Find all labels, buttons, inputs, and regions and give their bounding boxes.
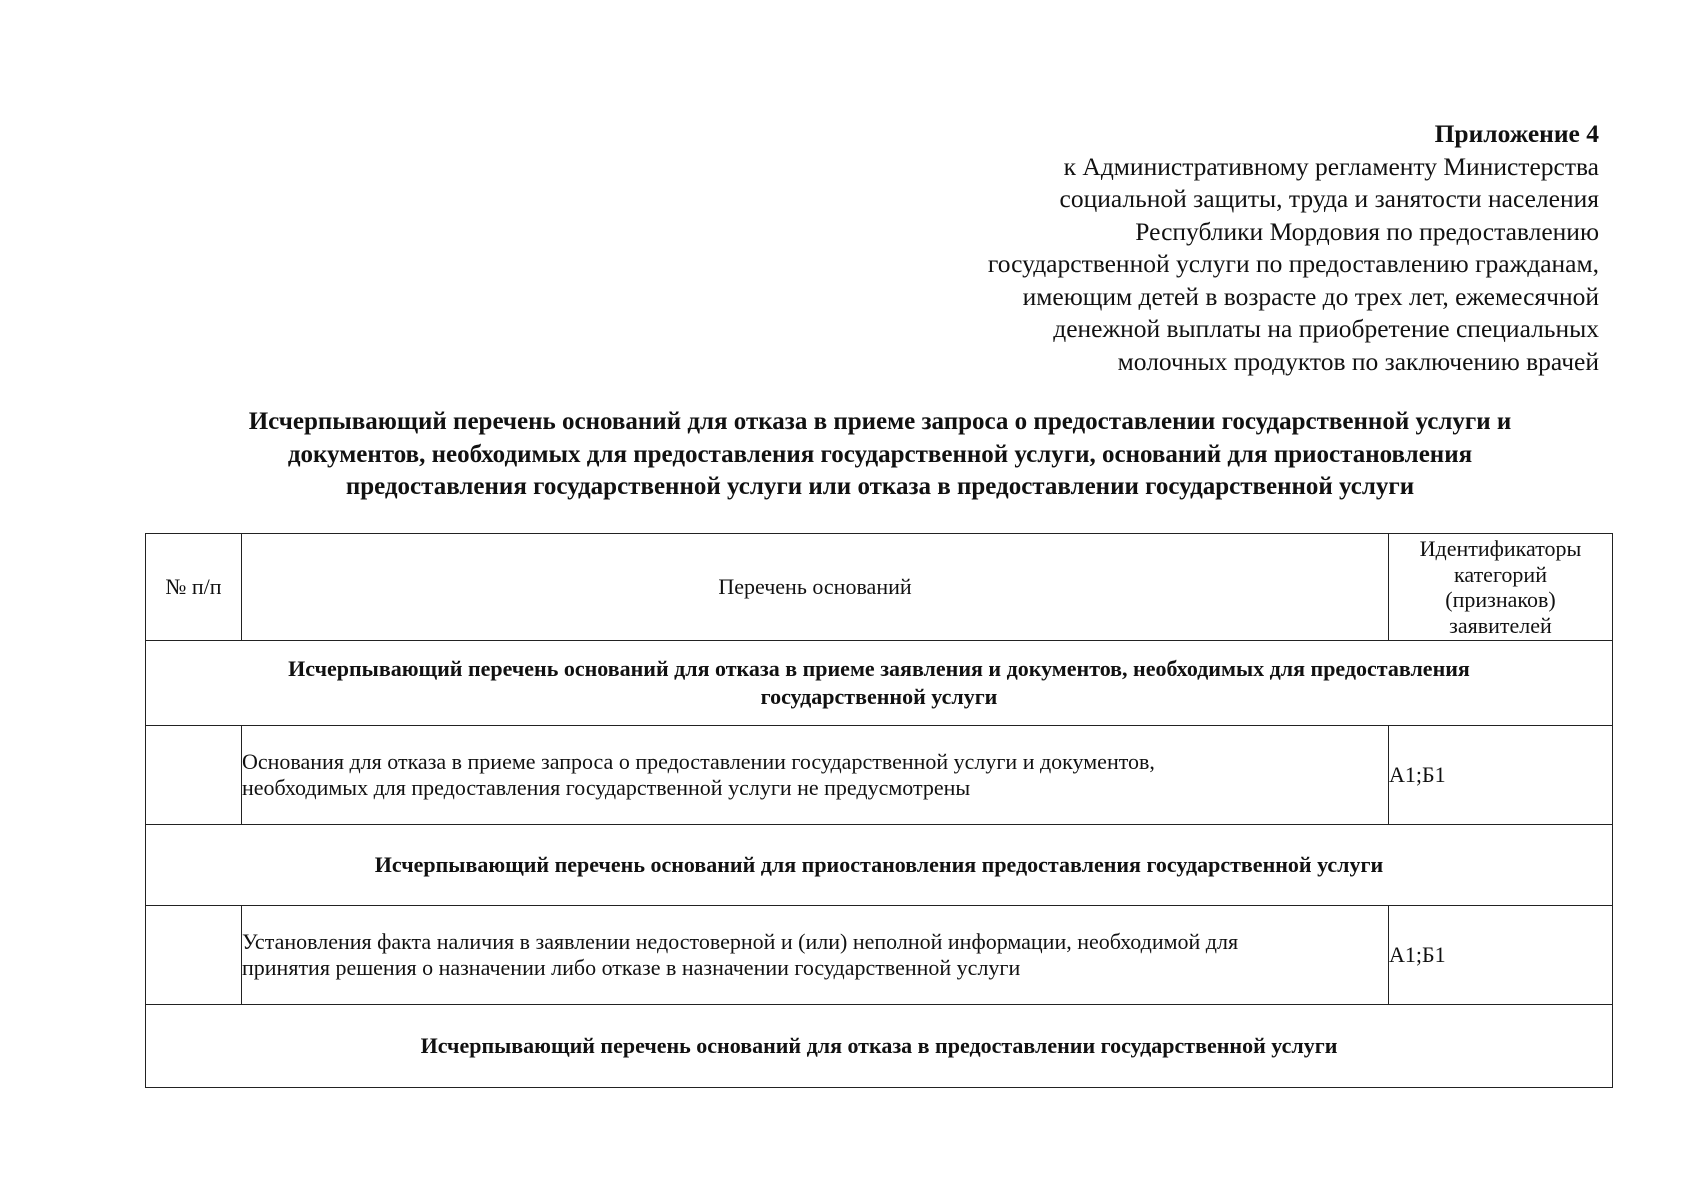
header-identifiers-line: категорий (1454, 561, 1547, 587)
row-text-line: необходимых для предоставления государственной услуги не предусмотрены (242, 775, 971, 800)
table-row (146, 906, 1613, 1005)
document-title-line: Исчерпывающий перечень оснований для отказа в приеме запроса о предоставлении государственной услуги и (248, 408, 1512, 435)
appendix-line: денежной выплаты на приобретение специальных (1053, 314, 1599, 343)
appendix-line: молочных продуктов по заключению врачей (1117, 346, 1599, 376)
header-identifiers-line: заявителей (1449, 612, 1552, 638)
header-number: № п/п (146, 534, 242, 641)
grounds-table (145, 533, 1613, 1088)
header-grounds: Перечень оснований (242, 534, 1389, 641)
row-number (146, 726, 242, 825)
row-number (146, 906, 242, 1005)
section-heading (146, 825, 1613, 906)
document-title (130, 406, 1630, 504)
table-header-row (146, 534, 1613, 641)
section-heading-line: государственной услуги (760, 684, 998, 709)
row-text-line: Основания для отказа в приеме запроса о предоставлении государственной услуги и документов, (242, 749, 1155, 774)
row-text-line: принятия решения о назначении либо отказе в назначении государственной услуги (242, 955, 1021, 980)
section-heading (146, 1005, 1613, 1088)
document-title-line: предоставления государственной услуги или отказа в предоставлении государственной услуги (345, 473, 1415, 500)
table-row (146, 726, 1613, 825)
appendix-line: к Административному регламенту Министерства (1063, 151, 1599, 181)
appendix-line: социальной защиты, труда и занятости населения (1059, 184, 1599, 213)
section-heading-line: Исчерпывающий перечень оснований для приостановления предоставления государственной услуги (374, 852, 1384, 877)
appendix-header (839, 118, 1599, 378)
appendix-line: государственной услуги по предоставлению гражданам, (987, 249, 1599, 278)
row-identifiers: А1;Б1 (1389, 726, 1613, 825)
row-grounds-text (242, 726, 1389, 825)
section-heading-line: Исчерпывающий перечень оснований для отказа в приеме заявления и документов, необходимых для предоставления (288, 656, 1470, 681)
section-heading-row (146, 641, 1613, 726)
section-heading-line: Исчерпывающий перечень оснований для отказа в предоставлении государственной услуги (420, 1033, 1338, 1058)
appendix-title: Приложение 4 (1434, 119, 1599, 148)
section-heading (146, 641, 1613, 726)
document-title-line: документов, необходимых для предоставления государственной услуги, оснований для приостановления (287, 440, 1473, 468)
section-heading-row (146, 1005, 1613, 1088)
row-text-line: Установления факта наличия в заявлении недостоверной и (или) неполной информации, необходимой для (242, 929, 1239, 954)
appendix-line: Республики Мордовия по предоставлению (1135, 216, 1599, 246)
header-identifiers (1389, 534, 1613, 641)
header-identifiers-line: (признаков) (1445, 587, 1556, 612)
section-heading-row (146, 825, 1613, 906)
appendix-line: имеющим детей в возрасте до трех лет, ежемесячной (1022, 281, 1599, 311)
header-identifiers-line: Идентификаторы (1419, 536, 1582, 561)
row-grounds-text (242, 906, 1389, 1005)
row-identifiers: А1;Б1 (1389, 906, 1613, 1005)
